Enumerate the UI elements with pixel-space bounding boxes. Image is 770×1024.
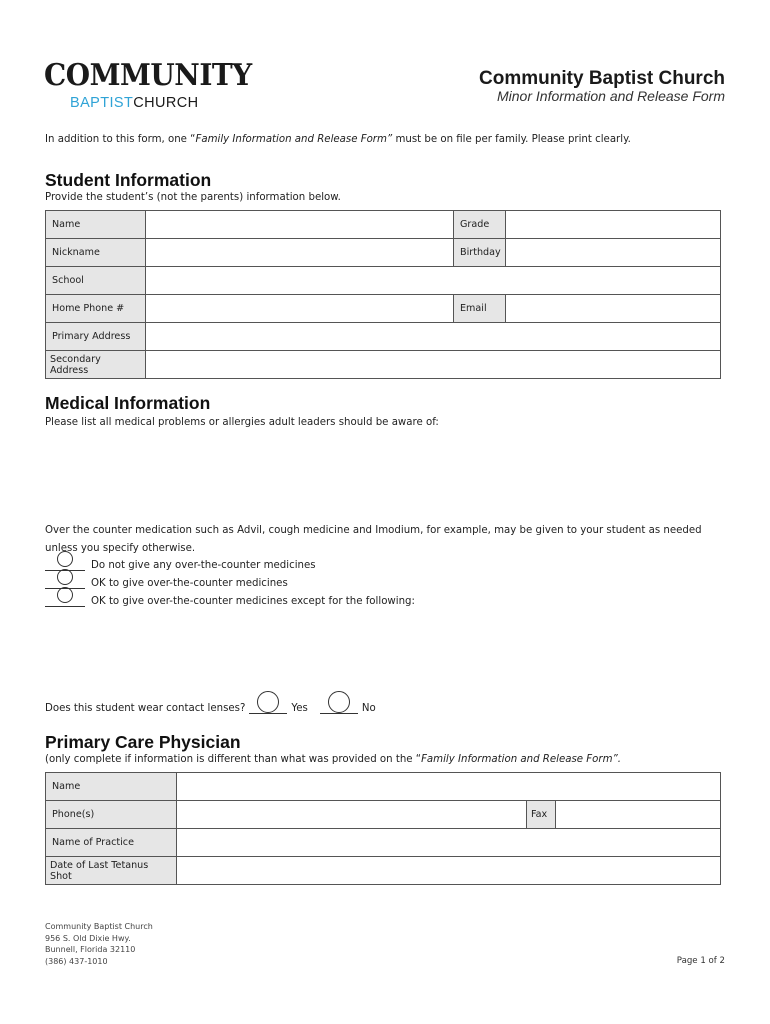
physician-table [45, 772, 721, 885]
option-label: Do not give any over-the-counter medicines [91, 560, 316, 571]
tetanus-field[interactable] [177, 857, 721, 885]
contacts-no-label: No [361, 703, 376, 714]
grade-field[interactable] [506, 211, 721, 239]
name-field[interactable] [146, 211, 454, 239]
table-row [46, 211, 721, 239]
school-label: School [46, 267, 146, 295]
option-circle-icon [328, 691, 350, 713]
footer-address [45, 921, 153, 967]
intro-after: must be on file per family. Please print clearly. [392, 134, 631, 145]
table-row [46, 323, 721, 351]
logo-wordmark: COMMUNITY [44, 58, 252, 93]
footer-line: Community Baptist Church [45, 922, 153, 931]
footer-line: Bunnell, Florida 32110 [45, 945, 136, 955]
grade-label: Grade [454, 211, 506, 239]
medical-notes-area[interactable] [45, 434, 720, 518]
table-row [46, 857, 721, 885]
otc-text-line1: Over the counter medication such as Advil, cough medicine and Imodium, for example, may be given to your student as needed [45, 525, 702, 536]
practice-label: Name of Practice [46, 829, 177, 857]
intro-text [45, 134, 631, 145]
medical-section-desc: Please list all medical problems or allergies adult leaders should be aware of: [45, 417, 439, 428]
home-phone-field[interactable] [146, 295, 454, 323]
otc-option-ok-except[interactable] [45, 596, 415, 607]
nickname-field[interactable] [146, 239, 454, 267]
logo-church: CHURCH [133, 95, 199, 111]
option-circle-icon [57, 551, 73, 567]
physician-phone-label: Phone(s) [46, 801, 177, 829]
option-blank[interactable] [45, 597, 85, 607]
intro-emphasis: Family Information and Release Form” [195, 134, 393, 145]
email-field[interactable] [506, 295, 721, 323]
contact-lenses-question: Does this student wear contact lenses? [45, 703, 246, 714]
option-label: OK to give over-the-counter medicines [91, 578, 288, 589]
form-title: Minor Information and Release Form [497, 88, 725, 104]
otc-exceptions-area[interactable] [45, 614, 720, 694]
contacts-no-blank[interactable] [320, 704, 358, 714]
birthday-field[interactable] [506, 239, 721, 267]
home-phone-label: Home Phone # [46, 295, 146, 323]
physician-section-desc [45, 754, 621, 765]
practice-field[interactable] [177, 829, 721, 857]
secondary-address-label: Secondary Address [46, 351, 146, 379]
physician-section-title: Primary Care Physician [45, 732, 241, 752]
school-field[interactable] [146, 267, 721, 295]
medical-section-title: Medical Information [45, 393, 211, 413]
table-row [46, 801, 721, 829]
student-section-title: Student Information [45, 170, 212, 190]
fax-label: Fax [527, 801, 556, 829]
table-row [46, 267, 721, 295]
fax-field[interactable] [556, 801, 721, 829]
footer-line: 956 S. Old Dixie Hwy. [45, 933, 131, 943]
student-info-table [45, 210, 721, 379]
physician-desc-emphasis: Family Information and Release Form”. [421, 754, 622, 765]
name-label: Name [46, 211, 146, 239]
page-number: Page 1 of 2 [676, 956, 725, 966]
table-row [46, 773, 721, 801]
table-row [46, 351, 721, 379]
otc-option-ok[interactable] [45, 578, 288, 589]
option-circle-icon [257, 691, 279, 713]
secondary-address-field[interactable] [146, 351, 721, 379]
email-label: Email [454, 295, 506, 323]
footer-line: (386) 437-1010 [45, 956, 108, 966]
option-label: OK to give over-the-counter medicines except for the following: [91, 596, 415, 607]
contacts-yes-blank[interactable] [249, 704, 287, 714]
primary-address-field[interactable] [146, 323, 721, 351]
physician-desc-before: (only complete if information is different than what was provided on the “ [45, 754, 422, 765]
otc-option-no-medicine[interactable] [45, 560, 316, 571]
intro-before: In addition to this form, one “ [45, 134, 196, 145]
tetanus-label: Date of Last Tetanus Shot [46, 857, 177, 885]
birthday-label: Birthday [454, 239, 506, 267]
table-row [46, 239, 721, 267]
logo-subtitle [70, 95, 198, 111]
contact-lenses-row [45, 703, 376, 714]
primary-address-label: Primary Address [46, 323, 146, 351]
nickname-label: Nickname [46, 239, 146, 267]
option-circle-icon [57, 587, 73, 603]
physician-phone-field[interactable] [177, 801, 527, 829]
option-circle-icon [57, 569, 73, 585]
student-section-desc: Provide the student’s (not the parents) information below. [45, 192, 341, 203]
contacts-yes-label: Yes [291, 703, 308, 714]
table-row [46, 829, 721, 857]
physician-name-field[interactable] [177, 773, 721, 801]
physician-name-label: Name [46, 773, 177, 801]
logo-baptist: BAPTIST [70, 95, 134, 111]
otc-text-line2: unless you specify otherwise. [45, 543, 196, 554]
table-row [46, 295, 721, 323]
form-church-title: Community Baptist Church [479, 68, 725, 89]
